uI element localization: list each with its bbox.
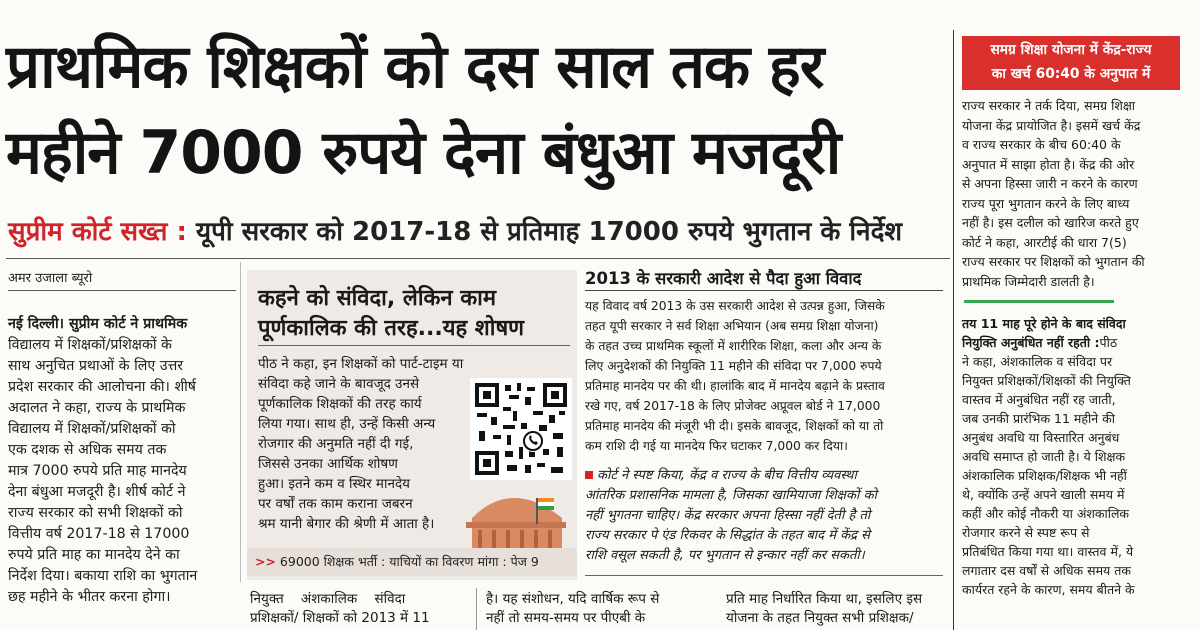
byline: अमर उजाला ब्यूरो [8, 271, 93, 286]
side-banner-line-1: समग्र शिक्षा योजना में केंद्र-राज्य [990, 42, 1152, 58]
italic-line: नहीं भुगतना चाहिए। केंद्र सरकार अपना हिस्सा नहीं देती है तो [585, 508, 871, 523]
middle-line: रखे गए, वर्ष 2017-18 के लिए प्रोजेक्ट अप्रूवल बोर्ड ने 17,000 [585, 399, 881, 413]
headline [6, 24, 951, 196]
side-line: व राज्य सरकार के बीच 60:40 के [962, 137, 1121, 152]
italic-line: कोर्ट ने स्पष्ट किया, केंद्र व राज्य के बीच वित्तीय व्यवस्था [585, 466, 943, 486]
side-line: जब उनकी प्रारंभिक 11 महीने की [962, 411, 1116, 426]
box-line: लिया गया। साथ ही, उन्हें किसी अन्य [258, 416, 436, 432]
headline-line-2: महीने 7000 रुपये देना बंधुआ मजदूरी [6, 118, 841, 188]
side-line: वास्तव में अनुबंधित नहीं रह जाती, [962, 392, 1116, 407]
bullet-square-icon [585, 471, 593, 479]
side-line: से अपना हिस्सा जारी न करने के कारण [962, 176, 1138, 191]
bottom-line: प्रति माह निर्धारित किया था, इसलिए इस [726, 591, 923, 607]
side-line: रोजगार करने से स्पष्ट रूप से [962, 525, 1090, 540]
side-body-1 [962, 96, 1177, 291]
bottom-col-2 [486, 590, 718, 628]
box-line: जिससे उनका आर्थिक शोषण [258, 456, 398, 472]
court-dome-image [452, 478, 572, 550]
box-line: पूर्णकालिक शिक्षकों की तरह कार्य [258, 396, 422, 412]
left-line: विद्यालय में शिक्षकों/प्रशिक्षकों को [8, 421, 176, 437]
left-line: एक दशक से अधिक समय तक [8, 442, 167, 458]
byline-rule [8, 290, 236, 291]
side-line: राज्य पूरा भुगतान करने के लिए बाध्य [962, 195, 1130, 211]
left-line: राज्य सरकार को सभी शिक्षकों को [8, 505, 183, 521]
box-title-line-1: कहने को संविदा, लेकिन काम [258, 286, 497, 311]
middle-body [585, 296, 943, 456]
see-page-text: 69000 शिक्षक भर्ती : याचियों का विवरण मांगा : पेज 9 [275, 554, 539, 569]
middle-line: के तहत उच्च प्राथमिक स्कूलों में शारीरिक शिक्षा, कला और अन्य के [585, 339, 882, 353]
bottom-line: नियुक्त अंशकालिक संविदा [250, 591, 406, 607]
explainer-box-title [258, 284, 570, 344]
left-line: अदालत ने कहा, राज्य के प्राथमिक [8, 400, 186, 416]
subheadline-red: सुप्रीम कोर्ट सख्त : [8, 217, 187, 247]
left-column [8, 314, 236, 608]
box-line: संविदा कहे जाने के बावजूद उनसे [258, 376, 420, 392]
left-line: नई दिल्ली। सुप्रीम कोर्ट ने प्राथमिक [8, 316, 188, 332]
bottom-col-1 [250, 590, 470, 628]
bottom-line: है। यह संशोधन, यदि वार्षिक रूप से [486, 591, 660, 607]
side-line: प्राथमिक जिम्मेदारी डालती है। [962, 273, 1095, 289]
middle-line: प्रतिमाह मानदेय पर की थी। हालांकि बाद में मानदेय बढ़ाने के प्रस्ताव [585, 379, 885, 393]
side-green-rule [964, 300, 1114, 303]
qr-code-icon[interactable] [470, 378, 572, 480]
side-line: लगातार दस वर्षों से अधिक समय तक [962, 563, 1131, 578]
side-bold-line: तय 11 माह पूरे होने के बाद संविदा [962, 316, 1126, 331]
middle-line: लिए अनुदेशकों की नियुक्ति 11 महीने की संविदा पर 7,000 रुपये [585, 359, 882, 373]
box-title-line-2: पूर्णकालिक की तरह...यह शोषण [258, 316, 525, 341]
bottom-line: नहीं तो समय-समय पर पीएबी के [486, 610, 646, 626]
italic-line: राज्य सरकार पे एंड रिकवर के सिद्धांत के तहत बाद में केंद्र से [585, 528, 870, 543]
left-line: रुपये प्रति माह का मानदेय देने का [8, 547, 180, 563]
middle-bottom-rule [585, 575, 943, 576]
side-line: नियुक्त प्रशिक्षकों/शिक्षकों की नियुक्ति [962, 373, 1131, 388]
see-page-link[interactable] [247, 548, 577, 576]
middle-italic-quote [585, 466, 943, 566]
side-line: प्रतिबंधित किया गया था। वास्तव में, ये [962, 544, 1134, 559]
side-line: राज्य सरकार पर शिक्षकों को भुगतान की [962, 254, 1145, 269]
middle-line: तहत यूपी सरकार ने सर्व शिक्षा अभियान (अब समग्र शिक्षा योजना) [585, 319, 879, 333]
box-line: रोजगार की अनुमति नहीं दी गई, [258, 436, 414, 452]
left-line: वित्तीय वर्ष 2017-18 से 17000 [8, 526, 190, 542]
side-line: कोर्ट ने कहा, आरटीई की धारा 7(5) [962, 234, 1127, 250]
left-line: मात्र 7000 रुपये प्रति माह मानदेय [8, 463, 187, 479]
italic-line: राशि वसूल सकती है, पर भुगतान से इन्कार नहीं कर सकती। [585, 548, 865, 563]
box-line: पर वर्षों तक काम कराना जबरन [258, 496, 413, 512]
subheadline-black: यूपी सरकार को 2017-18 से प्रतिमाह 17000 रुपये भुगतान के निर्देश [186, 217, 903, 247]
side-line: थे, क्योंकि उन्हें अपने खाली समय में [962, 487, 1125, 502]
left-line: देना बंधुआ मजदूरी है। शीर्ष कोर्ट ने [8, 484, 186, 500]
italic-line: आंतरिक प्रशासनिक मामला है, जिसका खामियाजा शिक्षकों को [585, 488, 877, 503]
side-line: योजना केंद्र प्रायोजित है। इसमें खर्च केंद्र [962, 117, 1141, 133]
box-title-rule [258, 345, 570, 346]
column-divider-right [953, 30, 954, 630]
left-line: प्रदेश सरकार की आलोचना की। शीर्ष [8, 379, 196, 395]
column-divider-1 [240, 262, 241, 582]
side-line: राज्य सरकार ने तर्क दिया, समग्र शिक्षा [962, 98, 1136, 113]
explainer-box-body [258, 354, 463, 534]
side-line: अंशकालिक प्रशिक्षक/शिक्षक भी नहीं [962, 468, 1127, 483]
side-body-2 [962, 314, 1177, 599]
side-line: ने कहा, अंशकालिक व संविदा पर [962, 354, 1113, 369]
headline-line-1: प्राथमिक शिक्षकों को दस साल तक हर [6, 32, 824, 102]
middle-heading-rule [585, 290, 943, 291]
bottom-col-3 [726, 590, 948, 628]
arrow-icon: >> [255, 554, 276, 569]
side-line: नहीं है। इस दलील को खारिज करते हुए [962, 215, 1139, 230]
middle-line: यह विवाद वर्ष 2013 के उस सरकारी आदेश से उत्पन्न हुआ, जिसके [585, 299, 885, 313]
box-line: पीठ ने कहा, इन शिक्षकों को पार्ट-टाइम या [258, 356, 464, 372]
left-line: निर्देश दिया। बकाया राशि का भुगतान [8, 568, 198, 584]
bottom-line: प्रशिक्षकों/ शिक्षकों को 2013 में 11 [250, 610, 430, 626]
rule-under-headline [6, 258, 950, 259]
box-line: श्रम यानी बेगार की श्रेणी में आता है। [258, 516, 435, 532]
side-line: अवधि समाप्त हो जाती है। ये शिक्षक [962, 449, 1126, 464]
left-line: साथ अनुचित प्रथाओं के लिए उत्तर [8, 358, 184, 374]
middle-line: कम राशि दी गई या मानदेय फिर घटाकर 7,000 कर दिया। [585, 439, 848, 453]
middle-line: प्रतिमाह मानदेय की मंजूरी भी दी। इसके बावजूद, शिक्षकों को या तो [585, 419, 884, 433]
side-line: अनुपात में साझा होता है। केंद्र की ओर [962, 156, 1135, 172]
side-banner-line-2: का खर्च 60:40 के अनुपात में [991, 66, 1151, 82]
bottom-line: योजना के तहत नियुक्त सभी प्रशिक्षक/ [726, 610, 914, 626]
bottom-divider-1 [476, 588, 477, 630]
side-line: कार्यरत रहने के कारण, समय बीतने के [962, 582, 1135, 597]
middle-heading: 2013 के सरकारी आदेश से पैदा हुआ विवाद [585, 269, 862, 288]
side-bold-line: नियुक्ति अनुबंधित नहीं रहती :पीठ [962, 335, 1118, 350]
side-banner [962, 36, 1180, 90]
box-line: हुआ। इतने कम व स्थिर मानदेय [258, 476, 410, 492]
side-line: कहीं और कोई नौकरी या अंशकालिक [962, 506, 1130, 521]
side-line: अनुबंध अवधि या विस्तारित अनुबंध [962, 430, 1120, 445]
subheadline [8, 212, 948, 248]
left-line: छह महीने के भीतर करना होगा। [8, 589, 171, 605]
left-line: विद्यालय में शिक्षकों/प्रशिक्षकों के [8, 337, 172, 353]
